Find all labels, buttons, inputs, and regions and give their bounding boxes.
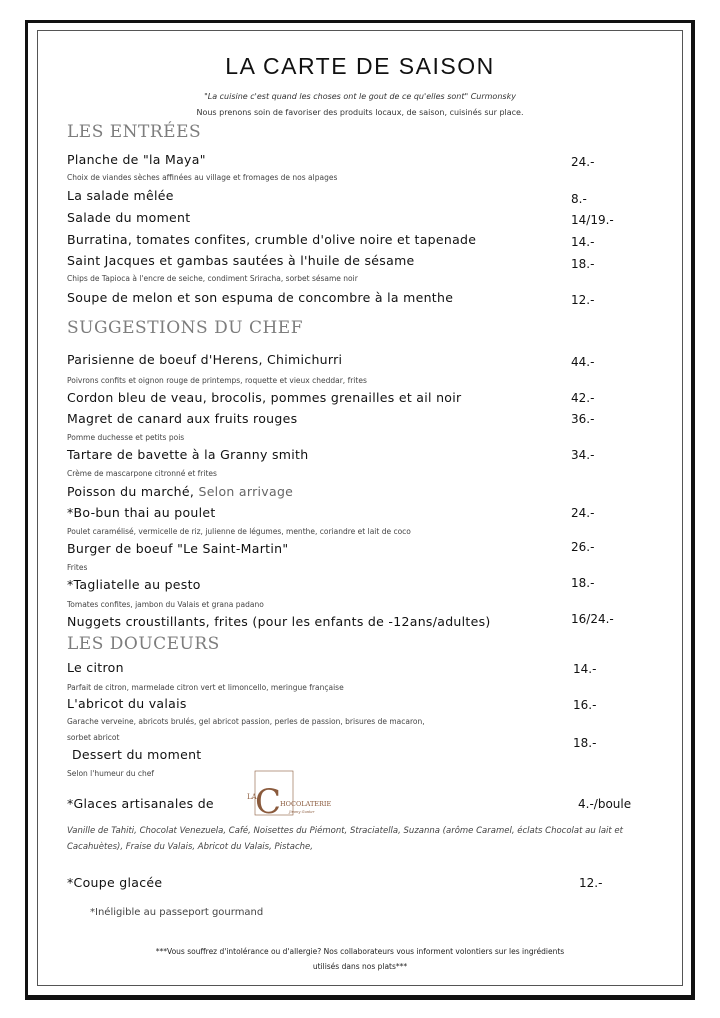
menu-item-name: *Glaces artisanales de	[67, 796, 214, 811]
menu-item-price: 16.-	[573, 698, 597, 712]
menu-item-name: Cordon bleu de veau, brocolis, pommes grenailles et ail noir	[67, 390, 462, 405]
logo-signature: Jimmy Gunter	[289, 810, 315, 814]
allergy-note-line2: utilisés dans nos plats***	[312, 962, 408, 971]
menu-item-description: Chips de Tapioca à l'encre de seiche, condiment Sriracha, sorbet sésame noir	[67, 274, 358, 283]
menu-item-name: Poisson du marché,	[67, 484, 195, 499]
menu-item-name: Dessert du moment	[72, 747, 202, 762]
menu-item-name: Tartare de bavette à la Granny smith	[67, 447, 309, 462]
menu-item-name: Saint Jacques et gambas sautées à l'huile de sésame	[67, 253, 415, 268]
section-title-douceurs: LES DOUCEURS	[67, 634, 220, 654]
menu-item-name: Soupe de melon et son espuma de concombre à la menthe	[67, 290, 454, 305]
menu-item-price: 16/24.-	[571, 612, 614, 626]
menu-item-description: Poivrons confits et oignon rouge de printemps, roquette et vieux cheddar, frites	[67, 376, 367, 385]
menu-item-description: Vanille de Tahiti, Chocolat Venezuela, Café, Noisettes du Piémont, Straciatella, Suzanna (arôme Caramel, éclats Chocolat au lait et Cacahuètes), Fraise du Valais, Abricot du Valais, Pistache,	[67, 826, 623, 852]
quote: "La cuisine c'est quand les choses ont le gout de ce qu'elles sont" Curmonsky	[204, 92, 516, 101]
menu-item-name: Le citron	[67, 660, 124, 675]
logo-prefix: LA	[247, 793, 257, 801]
chocolaterie-logo-icon	[245, 767, 337, 823]
menu-item-price: 8.-	[571, 192, 587, 206]
menu-item-note: Selon arrivage	[198, 484, 294, 499]
menu-item-price: 18.-	[573, 736, 597, 750]
menu-item-price: 42.-	[571, 391, 595, 405]
menu-item-description: Pomme duchesse et petits pois	[67, 433, 185, 442]
menu-item-description: sorbet abricot	[67, 733, 120, 742]
menu-item-description: Selon l'humeur du chef	[67, 769, 155, 778]
menu-item-description: Frites	[67, 563, 88, 572]
logo-letter: C	[255, 782, 282, 822]
page-title: LA CARTE DE SAISON	[225, 53, 495, 79]
menu-item-name: Parisienne de boeuf d'Herens, Chimichurri	[67, 352, 343, 367]
menu-item-price: 24.-	[571, 506, 595, 520]
section-title-suggestions: SUGGESTIONS DU CHEF	[67, 318, 304, 338]
menu-item-poisson	[67, 484, 293, 499]
allergy-note-line1: ***Vous souffrez d'intolérance ou d'allergie? Nos collaborateurs vous informent volontiers sur les ingrédients	[155, 947, 565, 956]
menu-item-description: Parfait de citron, marmelade citron vert et limoncello, meringue française	[67, 683, 344, 692]
menu-item-name: *Coupe glacée	[67, 875, 163, 890]
menu-item-price: 18.-	[571, 257, 595, 271]
chocolaterie-logo	[245, 767, 337, 823]
menu-item-price: 12.-	[571, 293, 595, 307]
menu-item-price: 12.-	[579, 876, 603, 890]
menu-item-price: 44.-	[571, 355, 595, 369]
menu-item-description: Tomates confites, jambon du Valais et grana padano	[67, 600, 264, 609]
menu-item-name: Planche de "la Maya"	[67, 152, 206, 167]
subtitle: Nous prenons soin de favoriser des produits locaux, de saison, cuisinés sur place.	[196, 108, 524, 117]
menu-item-price: 36.-	[571, 412, 595, 426]
menu-item-name: La salade mêlée	[67, 188, 174, 203]
menu-item-price: 4.-/boule	[578, 797, 632, 811]
menu-item-name: *Bo-bun thai au poulet	[67, 505, 216, 520]
menu-item-description: Choix de viandes sèches affinées au village et fromages de nos alpages	[67, 173, 338, 182]
passport-note: *Inéligible au passeport gourmand	[90, 907, 264, 918]
menu-item-name: L'abricot du valais	[67, 696, 187, 711]
menu-item-description: Poulet caramélisé, vermicelle de riz, julienne de légumes, menthe, coriandre et lait de coco	[67, 527, 411, 536]
menu-item-name: *Tagliatelle au pesto	[67, 577, 201, 592]
menu-item-description: Crème de mascarpone citronné et frites	[67, 469, 217, 478]
menu-item-name: Magret de canard aux fruits rouges	[67, 411, 298, 426]
menu-item-name: Nuggets croustillants, frites (pour les enfants de -12ans/adultes)	[67, 614, 491, 629]
menu-item-price: 24.-	[571, 155, 595, 169]
menu-item-price: 34.-	[571, 448, 595, 462]
menu-item-price: 18.-	[571, 576, 595, 590]
menu-item-name: Burger de boeuf "Le Saint-Martin"	[67, 541, 289, 556]
menu-item-description: Garache verveine, abricots brulés, gel abricot passion, perles de passion, brisures de macaron,	[67, 717, 425, 726]
menu-item-name: Burratina, tomates confites, crumble d'olive noire et tapenade	[67, 232, 477, 247]
menu-item-price: 26.-	[571, 540, 595, 554]
menu-item-price: 14/19.-	[571, 213, 614, 227]
menu-item-name: Salade du moment	[67, 210, 191, 225]
logo-text: HOCOLATERIE	[280, 800, 332, 808]
menu-item-price: 14.-	[571, 235, 595, 249]
menu-item-price: 14.-	[573, 662, 597, 676]
section-title-entrees: LES ENTRÉES	[67, 122, 202, 142]
